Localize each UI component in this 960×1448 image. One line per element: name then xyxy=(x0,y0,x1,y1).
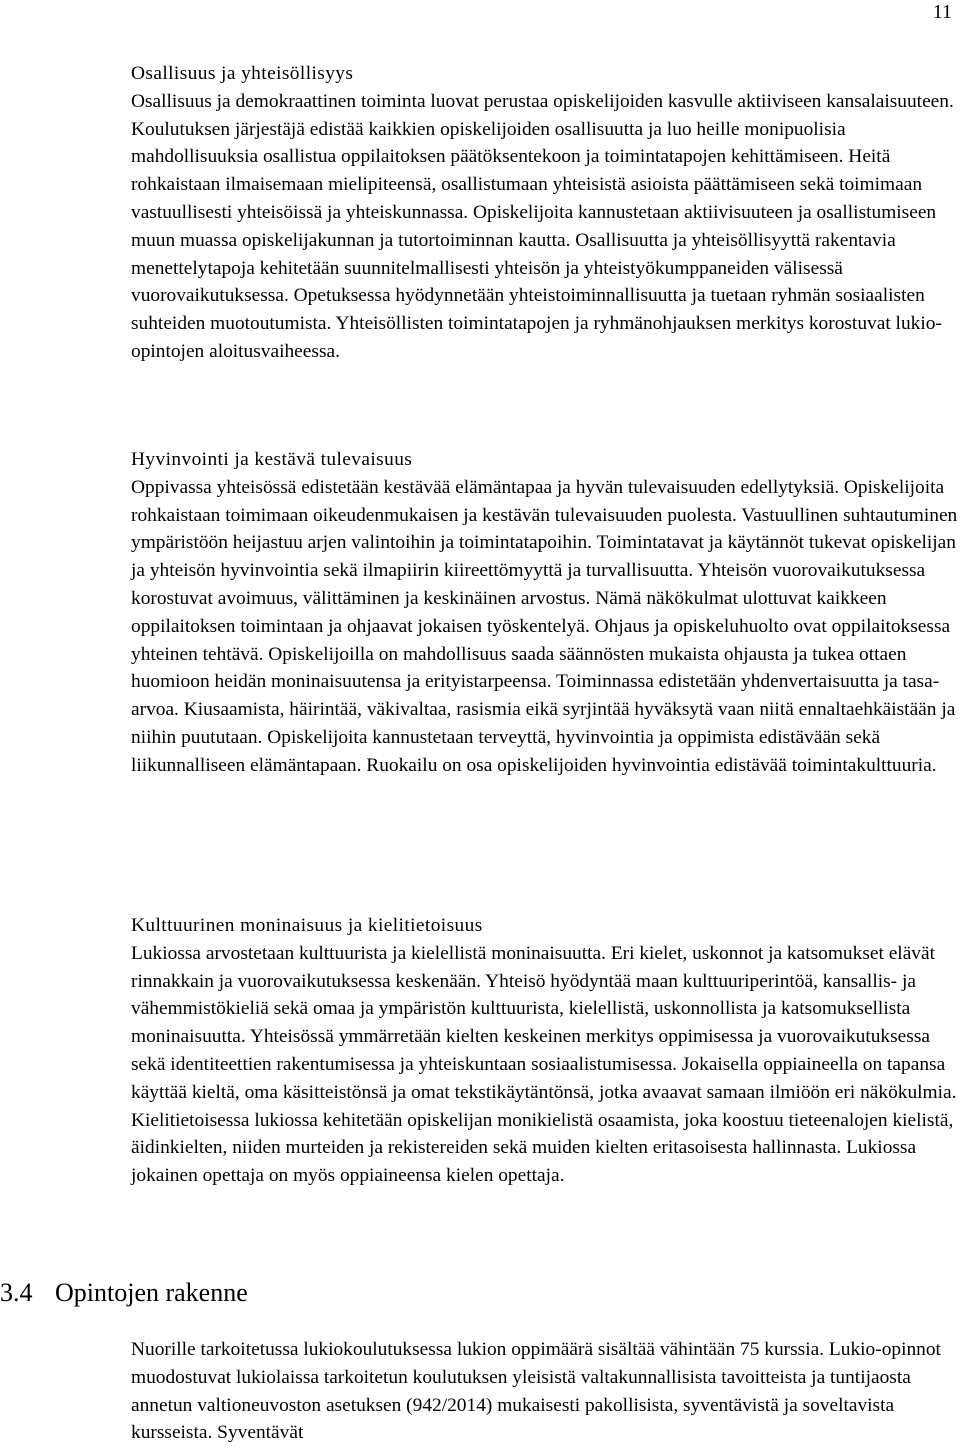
page-number: 11 xyxy=(932,1,952,23)
section-body: Lukiossa arvostetaan kulttuurista ja kielellistä moninaisuutta. Eri kielet, uskonnot ja katsomukset elävät rinnakkain ja vuorovaikutuksessa keskenään. Yhteisö hyödyntää maan kulttuuriperintöä, kansallis- ja vähemmistökieliä sekä omaa ja ympäristön kulttuurista, kielellistä, uskonnollista ja katsomuksellista moninaisuutta. Yhteisössä ymmärretään kielten keskeinen merkitys oppimisessa ja vuorovaikutuksessa sekä identiteettien rakentumisessa ja yhteiskuntaan sosiaalistumisessa. Jokaisella oppiaineella on tapansa käyttää kieltä, oma käsitteistönsä ja omat tekstikäytäntönsä, jotka avaavat samaan ilmiöön eri näkökulmia. Kielitietoisessa lukiossa kehitetään opiskelijan monikielistä osaamista, joka koostuu tieteenalojen kielistä, äidinkielten, niiden murteiden ja rekistereiden sekä muiden kielten eritasoisesta hallinnasta. Lukiossa jokainen opettaja on myös oppiaineensa kielen opettaja. xyxy=(131,942,957,1187)
section-kulttuurinen xyxy=(131,912,959,1190)
chapter-title: Opintojen rakenne xyxy=(55,1278,248,1307)
chapter-number: 3.4 xyxy=(0,1278,33,1307)
section-body: Osallisuus ja demokraattinen toiminta luovat perustaa opiskelijoiden kasvulle aktiiviseen kansalaisuuteen. Koulutuksen järjestäjä edistää kaikkien opiskelijoiden osallisuutta ja luo heille monipuolisia mahdollisuuksia osallistua oppilaitoksen päätöksentekoon ja toimintatapojen kehittämiseen. Heitä rohkaistaan ilmaisemaan mielipiteensä, osallistumaan yhteisistä asioista päättämiseen sekä toimimaan vastuullisesti yhteisöissä ja yhteiskunnassa. Opiskelijoita kannustetaan aktiivisuuteen ja osallistumiseen muun muassa opiskelijakunnan ja tutortoiminnan kautta. Osallisuutta ja yhteisöllisyyttä rakentavia menettelytapoja kehitetään suunnitelmallisesti yhteisön ja yhteistyökumppaneiden välisessä vuorovaikutuksessa. Opetuksessa hyödynnetään yhteistoiminnallisuutta ja tuetaan ryhmän sosiaalisten suhteiden muotoutumista. Yhteisöllisten toimintatapojen ja ryhmänohjauksen merkitys korostuvat lukio-opintojen aloitusvaiheessa. xyxy=(131,90,954,362)
section-body: Oppivassa yhteisössä edistetään kestävää elämäntapaa ja hyvän tulevaisuuden edellytyksiä. Opiskelijoita rohkaistaan toimimaan oikeudenmukaisen ja kestävän tulevaisuuden puolesta. Vastuullinen suhtautuminen ympäristöön heijastuu arjen valintoihin ja toimintatapoihin. Toimintatavat ja käytännöt tukevat opiskelijan ja yhteisön hyvinvointia sekä ilmapiirin kiireettömyyttä ja turvallisuutta. Yhteisön vuorovaikutuksessa korostuvat avoimuus, välittäminen ja keskinäinen arvostus. Nämä näkökulmat ulottuvat kaikkeen oppilaitoksen toimintaan ja ohjaavat jokaisen työskentelyä. Ohjaus ja opiskeluhuolto ovat oppilaitoksessa yhteinen tehtävä. Opiskelijoilla on mahdollisuus saada säännösten mukaista ohjausta ja tukea ottaen huomioon heidän moninaisuutensa ja erityistarpeensa. Toiminnassa edistetään yhdenvertaisuutta ja tasa-arvoa. Kiusaamista, häirintää, väkivaltaa, rasismia eikä syrjintää hyväksytä vaan niitä ennaltaehkäistään ja niihin puututaan. Opiskelijoita kannustetaan terveyttä, hyvinvointia ja oppimista edistävään sekä liikunnalliseen elämäntapaan. Ruokailu on osa opiskelijoiden hyvinvointia edistävää toimintakulttuuria. xyxy=(131,476,958,776)
chapter-heading xyxy=(0,1276,248,1310)
section-opintojen-rakenne xyxy=(131,1336,959,1447)
section-hyvinvointi xyxy=(131,446,959,780)
section-heading: Osallisuus ja yhteisöllisyys xyxy=(131,63,354,84)
section-osallisuus xyxy=(131,60,959,366)
section-body: Nuorille tarkoitetussa lukiokoulutuksessa lukion oppimäärä sisältää vähintään 75 kurssia. Lukio-opinnot muodostuvat lukiolaissa tarkoitetun koulutuksen yleisistä valtakunnallisista tavoitteista ja tuntijaosta annetun valtioneuvoston asetuksen (942/2014) mukaisesti pakollisista, syventävistä ja soveltavista kursseista. Syventävät xyxy=(131,1339,941,1444)
section-heading: Hyvinvointi ja kestävä tulevaisuus xyxy=(131,449,413,470)
section-heading: Kulttuurinen moninaisuus ja kielitietoisuus xyxy=(131,915,483,936)
